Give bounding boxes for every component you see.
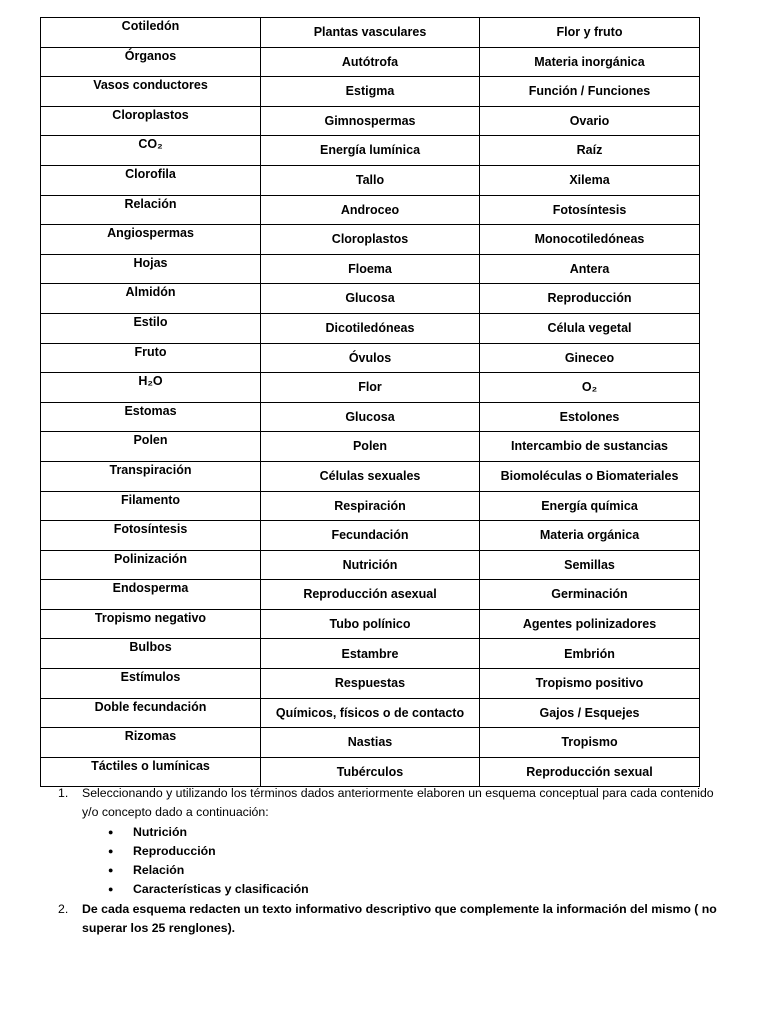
term-cell: Polen bbox=[261, 432, 480, 462]
instruction-2-text: De cada esquema redacten un texto informativo descriptivo que complemente la información del mismo ( no superar los 25 renglones). bbox=[82, 901, 717, 936]
table-row bbox=[41, 284, 700, 314]
term-cell: Célula vegetal bbox=[480, 313, 700, 343]
table-row bbox=[41, 580, 700, 610]
term-cell: Respiración bbox=[261, 491, 480, 521]
term-cell: Glucosa bbox=[261, 402, 480, 432]
instruction-2-number: 2. bbox=[58, 901, 69, 916]
term-cell: Fecundación bbox=[261, 521, 480, 551]
term-cell: H₂O bbox=[41, 373, 261, 403]
term-cell: Materia orgánica bbox=[480, 521, 700, 551]
term-cell: Biomoléculas o Biomateriales bbox=[480, 461, 700, 491]
table-row bbox=[41, 136, 700, 166]
term-cell: Químicos, físicos o de contacto bbox=[261, 698, 480, 728]
term-cell: Energía lumínica bbox=[261, 136, 480, 166]
term-cell: Reproducción sexual bbox=[480, 757, 700, 787]
term-cell: Antera bbox=[480, 254, 700, 284]
term-cell: Respuestas bbox=[261, 669, 480, 699]
term-cell: Floema bbox=[261, 254, 480, 284]
topic-bullet-reproduccion: ● Reproducción bbox=[108, 842, 718, 861]
term-cell: Hojas bbox=[41, 254, 261, 284]
instruction-2 bbox=[58, 900, 718, 939]
term-cell: Gimnospermas bbox=[261, 106, 480, 136]
term-cell: Fotosíntesis bbox=[41, 521, 261, 551]
term-cell: Embrión bbox=[480, 639, 700, 669]
term-cell: Nutrición bbox=[261, 550, 480, 580]
term-cell: Reproducción asexual bbox=[261, 580, 480, 610]
instruction-1-number: 1. bbox=[58, 786, 69, 800]
term-cell: Gineceo bbox=[480, 343, 700, 373]
table-row bbox=[41, 432, 700, 462]
terms-table-body bbox=[41, 18, 700, 787]
table-row bbox=[41, 225, 700, 255]
table-row bbox=[41, 550, 700, 580]
term-cell: Cloroplastos bbox=[261, 225, 480, 255]
table-row bbox=[41, 491, 700, 521]
term-cell: Raíz bbox=[480, 136, 700, 166]
term-cell: Táctiles o lumínicas bbox=[41, 757, 261, 787]
term-cell: Bulbos bbox=[41, 639, 261, 669]
table-row bbox=[41, 373, 700, 403]
topic-bullet-nutricion: ● Nutrición bbox=[108, 823, 718, 842]
topic-bullet-relacion: ● Relación bbox=[108, 861, 718, 880]
term-cell: Estigma bbox=[261, 77, 480, 107]
term-cell: Flor y fruto bbox=[480, 18, 700, 48]
table-row bbox=[41, 609, 700, 639]
term-cell: Doble fecundación bbox=[41, 698, 261, 728]
term-cell: Tubérculos bbox=[261, 757, 480, 787]
term-cell: Polen bbox=[41, 432, 261, 462]
table-row bbox=[41, 461, 700, 491]
term-cell: Polinización bbox=[41, 550, 261, 580]
table-row bbox=[41, 639, 700, 669]
term-cell: Xilema bbox=[480, 165, 700, 195]
table-row bbox=[41, 698, 700, 728]
term-cell: Agentes polinizadores bbox=[480, 609, 700, 639]
term-cell: Reproducción bbox=[480, 284, 700, 314]
term-cell: Ovario bbox=[480, 106, 700, 136]
term-cell: Intercambio de sustancias bbox=[480, 432, 700, 462]
topic-bullet-caracteristicas: ● Características y clasificación bbox=[108, 880, 718, 899]
term-cell: Estímulos bbox=[41, 669, 261, 699]
term-cell: Almidón bbox=[41, 284, 261, 314]
term-cell: Glucosa bbox=[261, 284, 480, 314]
term-cell: CO₂ bbox=[41, 136, 261, 166]
term-cell: Órganos bbox=[41, 47, 261, 77]
table-row bbox=[41, 254, 700, 284]
table-row bbox=[41, 343, 700, 373]
instructions bbox=[58, 784, 718, 938]
term-cell: Flor bbox=[261, 373, 480, 403]
topic-bullet-list bbox=[58, 823, 718, 900]
term-cell: Vasos conductores bbox=[41, 77, 261, 107]
table-row bbox=[41, 669, 700, 699]
term-cell: Tubo polínico bbox=[261, 609, 480, 639]
table-row bbox=[41, 728, 700, 758]
term-cell: Tallo bbox=[261, 165, 480, 195]
terms-table bbox=[40, 17, 700, 787]
term-cell: Angiospermas bbox=[41, 225, 261, 255]
term-cell: Estambre bbox=[261, 639, 480, 669]
table-row bbox=[41, 47, 700, 77]
term-cell: Germinación bbox=[480, 580, 700, 610]
table-row bbox=[41, 106, 700, 136]
term-cell: Tropismo negativo bbox=[41, 609, 261, 639]
table-row bbox=[41, 313, 700, 343]
table-row bbox=[41, 521, 700, 551]
term-cell: Autótrofa bbox=[261, 47, 480, 77]
term-cell: Cotiledón bbox=[41, 18, 261, 48]
term-cell: Gajos / Esquejes bbox=[480, 698, 700, 728]
term-cell: Relación bbox=[41, 195, 261, 225]
term-cell: Dicotiledóneas bbox=[261, 313, 480, 343]
table-row bbox=[41, 165, 700, 195]
term-cell: Estomas bbox=[41, 402, 261, 432]
table-row bbox=[41, 757, 700, 787]
term-cell: Cloroplastos bbox=[41, 106, 261, 136]
instruction-1 bbox=[58, 784, 718, 823]
term-cell: Estolones bbox=[480, 402, 700, 432]
term-cell: Fotosíntesis bbox=[480, 195, 700, 225]
term-cell: Función / Funciones bbox=[480, 77, 700, 107]
term-cell: Tropismo positivo bbox=[480, 669, 700, 699]
term-cell: Clorofila bbox=[41, 165, 261, 195]
term-cell: Monocotiledóneas bbox=[480, 225, 700, 255]
table-row bbox=[41, 195, 700, 225]
term-cell: Androceo bbox=[261, 195, 480, 225]
term-cell: Energía química bbox=[480, 491, 700, 521]
term-cell: Fruto bbox=[41, 343, 261, 373]
table-row bbox=[41, 18, 700, 48]
table-row bbox=[41, 402, 700, 432]
term-cell: Nastias bbox=[261, 728, 480, 758]
term-cell: Estilo bbox=[41, 313, 261, 343]
term-cell: Células sexuales bbox=[261, 461, 480, 491]
term-cell: O₂ bbox=[480, 373, 700, 403]
term-cell: Semillas bbox=[480, 550, 700, 580]
term-cell: Endosperma bbox=[41, 580, 261, 610]
term-cell: Materia inorgánica bbox=[480, 47, 700, 77]
term-cell: Óvulos bbox=[261, 343, 480, 373]
term-cell: Transpiración bbox=[41, 461, 261, 491]
term-cell: Rizomas bbox=[41, 728, 261, 758]
term-cell: Tropismo bbox=[480, 728, 700, 758]
term-cell: Filamento bbox=[41, 491, 261, 521]
term-cell: Plantas vasculares bbox=[261, 18, 480, 48]
table-row bbox=[41, 77, 700, 107]
instruction-1-text: Seleccionando y utilizando los términos dados anteriormente elaboren un esquema conceptual para cada contenido y/o concepto dado a continuación: bbox=[82, 786, 714, 820]
